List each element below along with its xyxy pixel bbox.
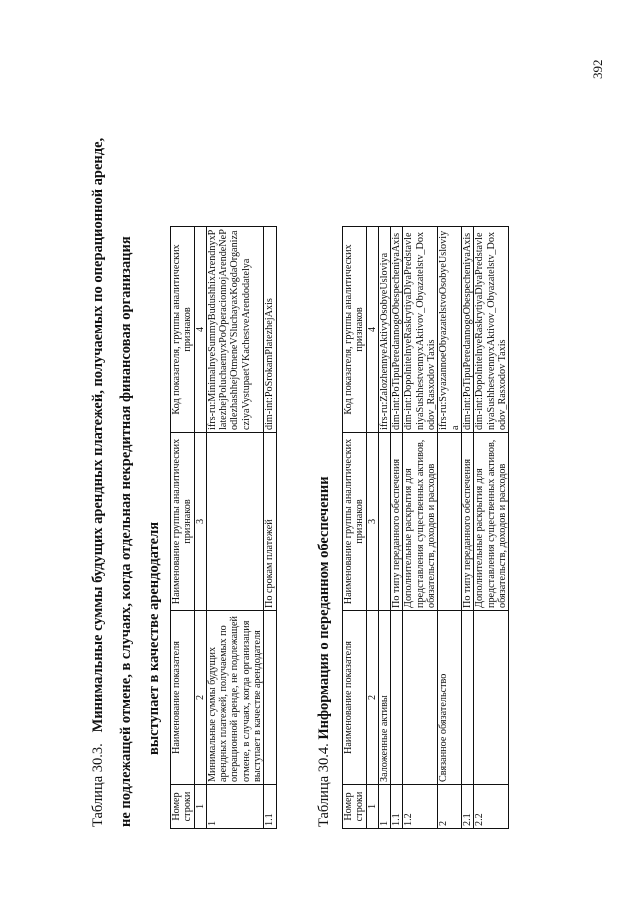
- table1-caption-title-2: не подлежащей отмене, в случаях, когда отдельная некредитная финансовая организация: [118, 236, 134, 827]
- table2-caption-label: Таблица 30.4.: [316, 743, 332, 827]
- row-number: 1.1: [391, 785, 403, 829]
- indicator-name: [264, 611, 276, 785]
- table2-colnum-cell: 3: [366, 433, 378, 611]
- row-number: 1.1: [264, 785, 276, 829]
- row-number: 1: [206, 785, 263, 829]
- indicator-name: [391, 611, 403, 785]
- table1-colnum-cell: 3: [194, 433, 206, 611]
- analytic-group: [438, 433, 462, 611]
- analytic-group: Дополнительные раскрытия для представления существенных активов, обязательств, доходов и расходов: [474, 433, 509, 611]
- indicator-code: ifrs-ru:SvyazannoeObyazatelstvoOsobyeUsloviya: [438, 227, 462, 433]
- table1-caption-line3: [146, 522, 163, 755]
- table1-caption-title-1: Минимальные суммы будущих арендных платежей, получаемых по операционной аренде,: [90, 137, 106, 733]
- table1-caption-line2: [118, 236, 135, 827]
- row-number: 1.2: [403, 785, 438, 829]
- indicator-code: ifrs-ru:ZalozhennyeAktivyOsobyeUsloviya: [378, 227, 390, 433]
- table1: [170, 226, 277, 829]
- indicator-name: [474, 611, 509, 785]
- table-row: [474, 227, 509, 829]
- table1-colnum-cell: 4: [194, 227, 206, 433]
- table2-header-cell: Номер строки: [343, 785, 367, 829]
- analytic-group: Дополнительные раскрытия для представления существенных активов, обязательств, доходов и расходов: [403, 433, 438, 611]
- indicator-name: Связанное обязательство: [438, 611, 462, 785]
- table-row: [403, 227, 438, 829]
- row-number: 2.1: [461, 785, 473, 829]
- table1-caption-line1: [90, 138, 107, 827]
- analytic-group: По типу переданного обеспечения: [461, 433, 473, 611]
- table-row: [438, 227, 462, 829]
- table1-header-cell: Код показателя, группы аналитических признаков: [171, 227, 195, 433]
- table2-header-row: [343, 227, 367, 829]
- table1-caption-label: Таблица 30.3.: [90, 743, 106, 827]
- page-number: 392: [590, 59, 605, 79]
- table1-header-row: [171, 227, 195, 829]
- table2-colnum-cell: 2: [366, 611, 378, 785]
- analytic-group: [206, 433, 263, 611]
- table2-colnum-row: [366, 227, 378, 829]
- analytic-group: По типу переданного обеспечения: [391, 433, 403, 611]
- table2-colnum-cell: 4: [366, 227, 378, 433]
- table1-colnum-cell: 1: [194, 785, 206, 829]
- analytic-group: [378, 433, 390, 611]
- table2: [342, 226, 509, 829]
- table-row: [461, 227, 473, 829]
- table-row: [206, 227, 263, 829]
- table-row: [264, 227, 276, 829]
- table1-colnum-row: [194, 227, 206, 829]
- indicator-name: [403, 611, 438, 785]
- table1-header-cell: Номер строки: [171, 785, 195, 829]
- row-number: 1: [378, 785, 390, 829]
- table1-caption-title-3: выступает в качестве арендодателя: [146, 521, 162, 755]
- indicator-code: dim-int:DopolnitelnyeRaskrytiyaDlyaPredstavleniyaSushhestvennyxAktivov_Obyazatelstv_Doxodov_Rasxodov Taxis: [474, 227, 509, 433]
- table2-caption-title: Информация о переданном обеспечении: [316, 476, 332, 740]
- table2-header-cell: Код показателя, группы аналитических признаков: [343, 227, 367, 433]
- table2-header-cell: Наименование показателя: [343, 611, 367, 785]
- table-row: [378, 227, 390, 829]
- table2-caption: [316, 476, 333, 827]
- indicator-code: ifrs-ru:MinimalnyeSummyBudushhixArendnyxPlatezhejPoluchaemyxPoOperacionnojArendeNePodlezhashhejOtmeneVSluchayaxKogdaOrganizacziyaVystupaetVKachestveArendodatelya: [206, 227, 263, 433]
- row-number: 2: [438, 785, 462, 829]
- row-number: 2.2: [474, 785, 509, 829]
- table2-colnum-cell: 1: [366, 785, 378, 829]
- table-row: [391, 227, 403, 829]
- analytic-group: По срокам платежей: [264, 433, 276, 611]
- indicator-name: [461, 611, 473, 785]
- indicator-code: dim-int:PoSrokamPlatezhejAxis: [264, 227, 276, 433]
- indicator-name: Минимальные суммы будущих арендных платежей, получаемых по операционной аренде, не подлежащей отмене, в случаях, когда организация выступает в качестве арендодателя: [206, 611, 263, 785]
- table1-header-cell: Наименование показателя: [171, 611, 195, 785]
- indicator-code: dim-int:DopolnitelnyeRaskrytiyaDlyaPredstavleniyaSushhestvennyxAktivov_Obyazatelstv_Doxodov_Rasxodov Taxis: [403, 227, 438, 433]
- table1-header-cell: Наименование группы аналитических признаков: [171, 433, 195, 611]
- table2-header-cell: Наименование группы аналитических признаков: [343, 433, 367, 611]
- indicator-code: dim-int:PoTipuPeredannogoObespecheniyaAxis: [391, 227, 403, 433]
- indicator-code: dim-int:PoTipuPeredannogoObespecheniyaAxis: [461, 227, 473, 433]
- table1-colnum-cell: 2: [194, 611, 206, 785]
- indicator-name: Заложенные активы: [378, 611, 390, 785]
